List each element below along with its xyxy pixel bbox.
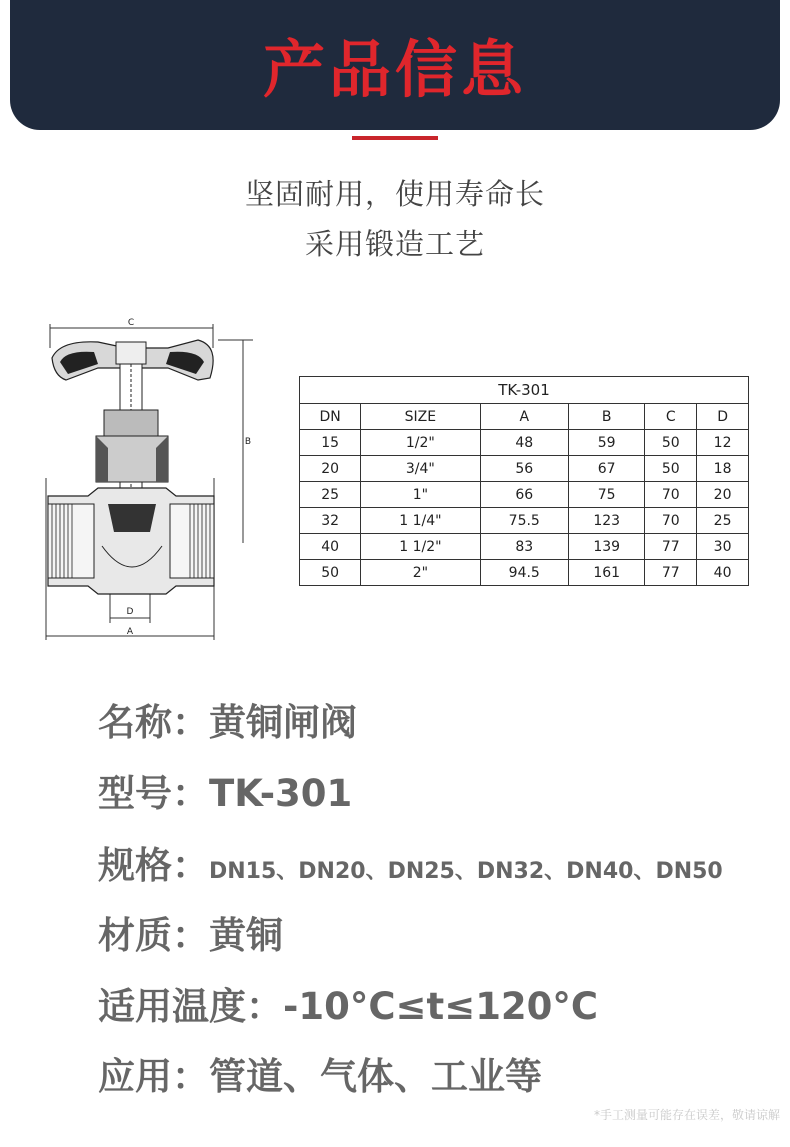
table-row bbox=[300, 560, 749, 586]
table-cell: 75 bbox=[569, 482, 645, 508]
info-material-row bbox=[98, 905, 283, 959]
table-header-cell: D bbox=[697, 404, 749, 430]
tagline-forging: 采用锻造工艺 bbox=[304, 227, 485, 261]
info-name-label: 名称： bbox=[98, 701, 209, 744]
table-header-cell: B bbox=[569, 404, 645, 430]
table-cell: 18 bbox=[697, 456, 749, 482]
table-cell: 20 bbox=[300, 456, 361, 482]
info-model-value: TK-301 bbox=[209, 772, 353, 815]
table-cell: 59 bbox=[569, 430, 645, 456]
info-temperature-value: -10°C≤t≤120°C bbox=[283, 985, 599, 1028]
info-spec-label: 规格： bbox=[98, 844, 209, 887]
table-row bbox=[300, 430, 749, 456]
table-cell: 20 bbox=[697, 482, 749, 508]
dim-label-d: D bbox=[126, 607, 134, 617]
dim-label-c: C bbox=[127, 318, 135, 328]
info-spec-value: DN15、DN20、DN25、DN32、DN40、DN50 bbox=[209, 859, 723, 884]
info-application-label: 应用： bbox=[98, 1055, 209, 1098]
measurement-disclaimer: *手工测量可能存在误差，敬请谅解 bbox=[593, 1108, 780, 1122]
title-accent-line bbox=[352, 136, 438, 140]
table-cell: 123 bbox=[569, 508, 645, 534]
table-cell: 2" bbox=[361, 560, 480, 586]
table-header-cell: DN bbox=[300, 404, 361, 430]
table-row bbox=[300, 508, 749, 534]
table-cell: 1" bbox=[361, 482, 480, 508]
table-cell: 30 bbox=[697, 534, 749, 560]
info-application-value: 管道、气体、工业等 bbox=[209, 1055, 542, 1098]
header-banner bbox=[10, 0, 780, 130]
table-cell: 161 bbox=[569, 560, 645, 586]
tagline-durability: 坚固耐用，使用寿命长 bbox=[244, 177, 545, 211]
table-cell: 70 bbox=[645, 482, 697, 508]
table-cell: 94.5 bbox=[480, 560, 569, 586]
info-application-row bbox=[98, 1046, 542, 1100]
table-row bbox=[300, 456, 749, 482]
info-material-value: 黄铜 bbox=[209, 914, 283, 957]
info-name-row bbox=[98, 692, 357, 746]
table-cell: 40 bbox=[697, 560, 749, 586]
table-cell: 77 bbox=[645, 534, 697, 560]
info-name-value: 黄铜闸阀 bbox=[209, 701, 357, 744]
table-cell: 75.5 bbox=[480, 508, 569, 534]
info-temperature-label: 适用温度： bbox=[98, 985, 283, 1028]
table-cell: 56 bbox=[480, 456, 569, 482]
table-cell: 1 1/4" bbox=[361, 508, 480, 534]
dim-label-a: A bbox=[126, 627, 134, 637]
table-cell: 67 bbox=[569, 456, 645, 482]
table-row bbox=[300, 534, 749, 560]
table-cell: 66 bbox=[480, 482, 569, 508]
table-cell: 40 bbox=[300, 534, 361, 560]
table-cell: 83 bbox=[480, 534, 569, 560]
info-material-label: 材质： bbox=[98, 914, 209, 957]
info-model-row bbox=[98, 763, 352, 817]
dim-label-b: B bbox=[244, 437, 252, 447]
table-cell: 3/4" bbox=[361, 456, 480, 482]
table-model-title: TK-301 bbox=[300, 377, 749, 404]
info-temperature-row bbox=[98, 976, 598, 1030]
info-model-label: 型号： bbox=[98, 772, 209, 815]
table-cell: 1 1/2" bbox=[361, 534, 480, 560]
table-cell: 32 bbox=[300, 508, 361, 534]
table-row bbox=[300, 482, 749, 508]
table-cell: 25 bbox=[300, 482, 361, 508]
table-header-cell: A bbox=[480, 404, 569, 430]
table-cell: 50 bbox=[645, 430, 697, 456]
table-cell: 12 bbox=[697, 430, 749, 456]
table-header-row bbox=[300, 404, 749, 430]
table-cell: 1/2" bbox=[361, 430, 480, 456]
table-cell: 50 bbox=[300, 560, 361, 586]
table-header-cell: C bbox=[645, 404, 697, 430]
page-title: 产品信息 bbox=[262, 33, 527, 106]
table-cell: 25 bbox=[697, 508, 749, 534]
valve-diagram bbox=[38, 318, 268, 648]
table-cell: 77 bbox=[645, 560, 697, 586]
table-cell: 139 bbox=[569, 534, 645, 560]
table-cell: 48 bbox=[480, 430, 569, 456]
table-cell: 15 bbox=[300, 430, 361, 456]
table-cell: 70 bbox=[645, 508, 697, 534]
table-header-cell: SIZE bbox=[361, 404, 480, 430]
table-cell: 50 bbox=[645, 456, 697, 482]
dimension-table bbox=[299, 376, 749, 586]
info-spec-row bbox=[98, 835, 723, 889]
